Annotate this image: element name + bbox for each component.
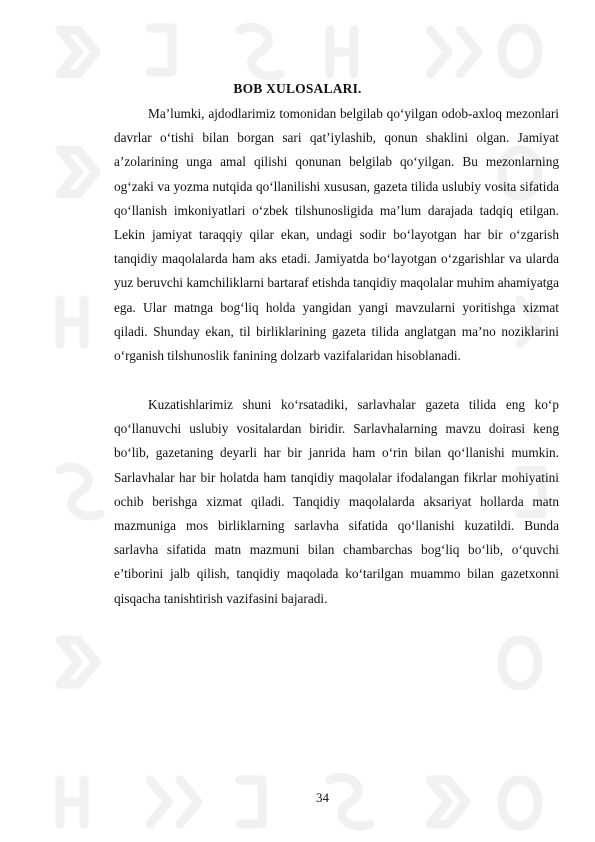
section-heading: BOB XULOSALARI. — [233, 81, 362, 96]
page-number: 34 — [316, 790, 329, 805]
paragraph-2: Kuzatishlarimiz shuni ko‘rsatadiki, sarlavhalar gazeta tilida eng ko‘p qo‘llanuvchi uslubiy vositalardan biridir. Sarlavhalarning mavzu doirasi keng bo‘lib, gazetaning deyarli har bir janrida ham o‘rin bilan qo‘llanishi mumkin. Sarlavhalar har bir holatda ham tanqidiy maqolalar ifodalangan fikrlar mohiyatini ochib berishga xizmat qiladi. Tanqidiy maqolalarda aksariyat hollarda matn mazmuniga mos birliklarning sarlavha sifatida qo‘llanishi kuzatildi. Bunda sarlavha sifatida matn mazmuni bilan chambarchas bog‘liq bo‘lib, o‘quvchi e’tiborini jalb qilish, tanqidiy maqolada ko‘tarilgan muammo bilan gazetxonni qisqacha tanishtirish vazifasini bajaradi. — [114, 397, 559, 606]
paragraph-1: Ma’lumki, ajdodlarimiz tomonidan belgilab qo‘yilgan odob-axloq mezonlari davrlar o‘tishi bilan borgan sari qat’iylashib, qonun shaklini olgan. Jamiyat a’zolarining unga amal qilishi qonunan belgilab qo‘yilgan. Bu mezonlarning og‘zaki va yozma nutqida qo‘llanilishi xususan, gazeta tilida uslubiy vosita sifatida qo‘llanish imkoniyatlari o‘zbek tilshunosligida ma’lum darajada tadqiq etilgan. Lekin jamiyat taraqqiy qilar ekan, undagi sodir bo‘layotgan har bir o‘zgarish tanqidiy maqolalarda ham aks etadi. Jamiyatda bo‘layotgan o‘zgarishlar va ularda yuz beruvchi kamchiliklarni bartaraf etishda tanqidiy maqolalar muhim ahamiyatga ega. Ular matnga bog‘liq holda yangidan yangi mavzularni yoritishga xizmat qiladi. Shunday ekan, til birliklarining gazeta tilida anglatgan ma’no noziklarini o‘rganish tilshunoslik fanining dolzarb vazifalaridan hisoblanadi. — [114, 106, 559, 364]
